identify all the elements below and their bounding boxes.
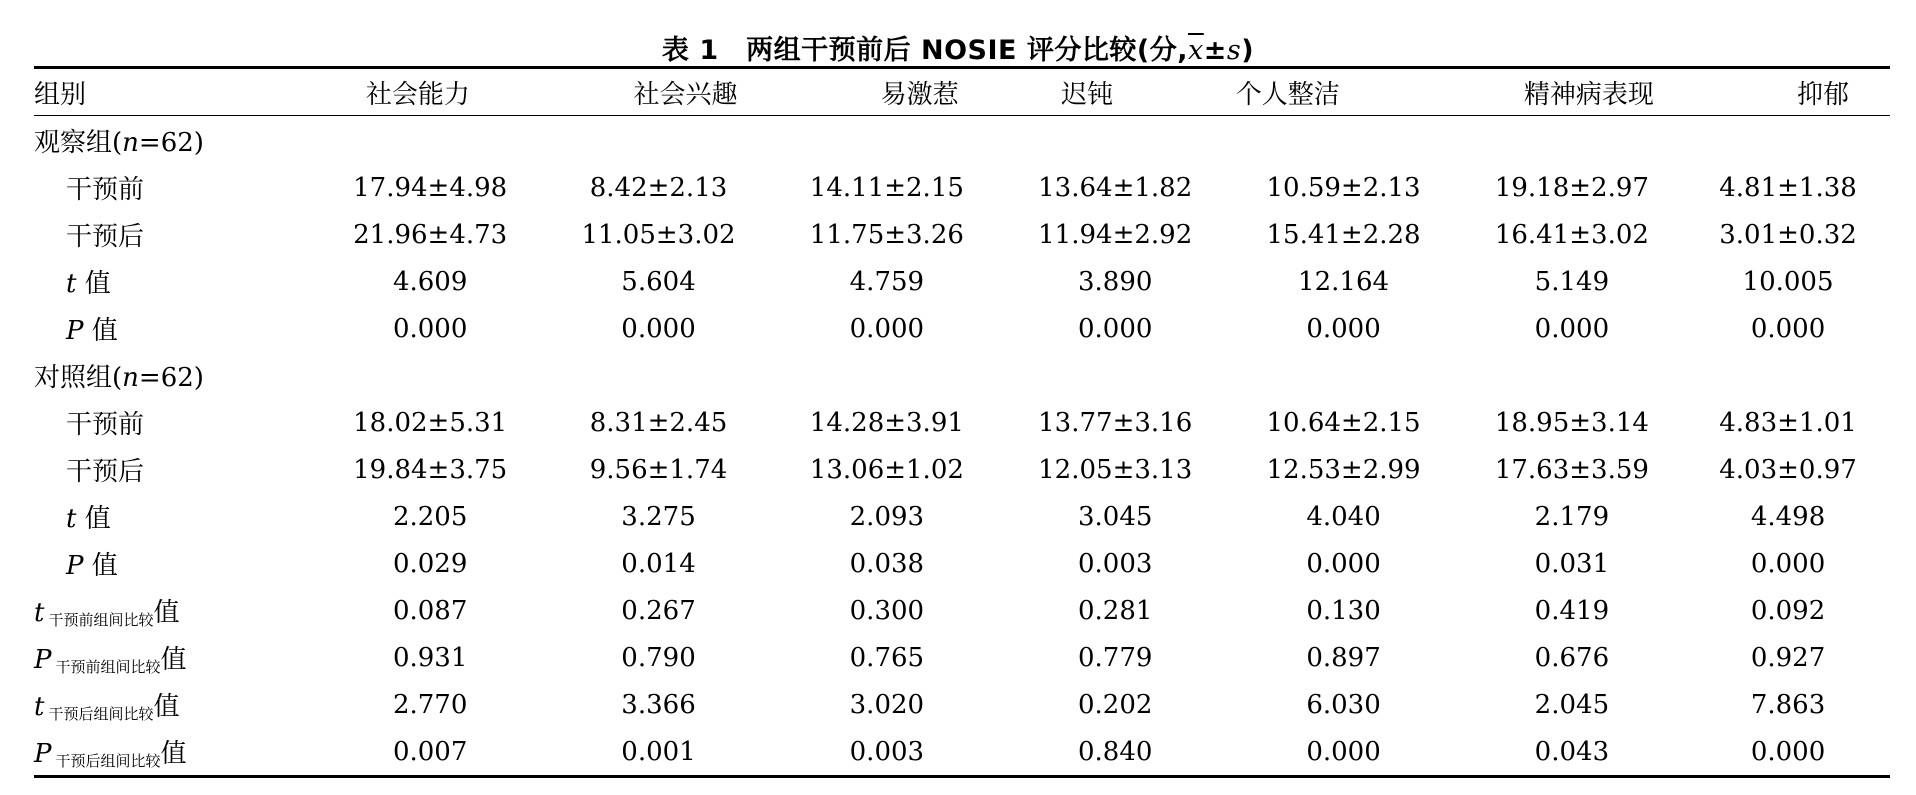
- table-cell: 0.765: [849, 642, 925, 673]
- table-cell: 12.164: [1298, 266, 1390, 297]
- table-cell: 0.000: [1306, 548, 1381, 579]
- row-label-text: 值: [83, 551, 118, 581]
- row-label-text: 干预后: [66, 222, 145, 252]
- table-cell: 6.030: [1306, 689, 1381, 720]
- table-cell: 4.81±1.38: [1719, 172, 1857, 203]
- row-label: [34, 164, 316, 211]
- table-cell: 0.043: [1534, 736, 1610, 767]
- caption-sd-symbol: s: [1226, 35, 1242, 66]
- table-cell: 17.94±4.98: [353, 172, 508, 203]
- caption-prefix: 表 1 两组干预前后 NOSIE 评分比较(分,: [661, 35, 1188, 66]
- row-label: [34, 540, 316, 587]
- table-cell: 3.045: [1077, 501, 1153, 532]
- table-cell: 21.96±4.73: [353, 219, 508, 250]
- header-col-6: 精神病表现: [1523, 79, 1654, 110]
- table-bottom-rule: [34, 775, 1890, 778]
- table-cell: 4.609: [392, 266, 468, 297]
- group-title-prefix: 观察组(: [34, 128, 123, 158]
- caption-mean-symbol: $\overline{x}$: [1188, 35, 1204, 66]
- table-cell: 0.031: [1534, 548, 1610, 579]
- table-row: [34, 258, 1890, 305]
- between-group-row: [34, 634, 1890, 681]
- group-n-value: =62): [138, 363, 204, 393]
- table-cell: 0.007: [392, 736, 468, 767]
- row-label-text: 值: [76, 504, 111, 534]
- table-cell: 15.41±2.28: [1266, 219, 1421, 250]
- table-cell: 0.000: [1077, 313, 1153, 344]
- table-cell: 5.149: [1534, 266, 1610, 297]
- table-cell: 4.040: [1306, 501, 1381, 532]
- row-label-text: 值: [160, 644, 187, 675]
- row-label-text: 干预前: [66, 175, 145, 205]
- table-cell: 0.927: [1750, 642, 1826, 673]
- row-stat-symbol: P: [34, 644, 52, 675]
- row-stat-symbol: P: [34, 738, 52, 769]
- table-cell: 2.770: [392, 689, 468, 720]
- table-cell: 16.41±3.02: [1494, 219, 1649, 250]
- table-cell: 10.005: [1742, 266, 1834, 297]
- table-cell: 8.31±2.45: [589, 407, 728, 438]
- table-cell: 3.275: [621, 501, 696, 532]
- table-cell: 0.202: [1077, 689, 1153, 720]
- table-cell: 3.890: [1077, 266, 1153, 297]
- table-cell: 0.003: [849, 736, 925, 767]
- row-label-text: 值: [83, 316, 118, 346]
- table-cell: 0.130: [1306, 595, 1381, 626]
- table-cell: 3.366: [621, 689, 696, 720]
- between-group-row: [34, 587, 1890, 634]
- table-cell: 13.06±1.02: [809, 454, 964, 485]
- table-cell: 19.18±2.97: [1494, 172, 1649, 203]
- table-cell: 0.087: [392, 595, 468, 626]
- table-cell: 13.77±3.16: [1038, 407, 1193, 438]
- row-label: [34, 211, 316, 258]
- row-label-text: 干预后: [66, 457, 145, 487]
- table-body: [34, 117, 1890, 775]
- table-cell: 14.11±2.15: [809, 172, 964, 203]
- table-cell: 2.179: [1534, 501, 1610, 532]
- table-cell: 13.64±1.82: [1038, 172, 1193, 203]
- table-cell: 0.676: [1534, 642, 1610, 673]
- row-label: [34, 305, 316, 352]
- table-row: [34, 493, 1890, 540]
- table-cell: 0.092: [1750, 595, 1826, 626]
- header-col-3: 易激惹: [880, 79, 959, 110]
- header-col-5: 个人整洁: [1235, 79, 1340, 110]
- row-label-text: 干预前: [66, 410, 145, 440]
- table-cell: 11.75±3.26: [809, 219, 964, 250]
- table-row: [34, 540, 1890, 587]
- table-cell: 2.045: [1534, 689, 1610, 720]
- table-cell: 0.000: [1750, 736, 1826, 767]
- header-col-7: 抑郁: [1797, 79, 1850, 110]
- table-cell: 0.779: [1077, 642, 1153, 673]
- table-cell: 12.05±3.13: [1038, 454, 1193, 485]
- row-stat-symbol: t: [66, 504, 77, 534]
- table-cell: 8.42±2.13: [589, 172, 728, 203]
- header-row: [34, 69, 1890, 115]
- table-cell: 0.000: [1534, 313, 1610, 344]
- table-row: [34, 211, 1890, 258]
- between-group-row: [34, 728, 1890, 775]
- table-cell: 0.000: [1750, 313, 1826, 344]
- group-n-symbol: n: [122, 128, 139, 158]
- header-col-2: 社会兴趣: [633, 79, 738, 110]
- table-cell: 0.014: [621, 548, 696, 579]
- group-title: [34, 117, 1890, 164]
- table-cell: 4.83±1.01: [1719, 407, 1857, 438]
- caption-suffix: ): [1241, 35, 1255, 66]
- table-cell: 17.63±3.59: [1494, 454, 1649, 485]
- row-label: [34, 728, 316, 775]
- table-cell: 0.000: [849, 313, 925, 344]
- table-cell: 19.84±3.75: [353, 454, 508, 485]
- table-cell: 12.53±2.99: [1266, 454, 1421, 485]
- row-label-text: 值: [153, 597, 180, 628]
- group-title-prefix: 对照组(: [34, 363, 123, 393]
- table-cell: 0.931: [392, 642, 468, 673]
- table-cell: 10.59±2.13: [1266, 172, 1421, 203]
- table-cell: 0.000: [1306, 736, 1381, 767]
- table-cell: 0.840: [1077, 736, 1153, 767]
- table-cell: 7.863: [1750, 689, 1826, 720]
- table-caption: [0, 28, 1916, 67]
- row-label: [34, 634, 316, 681]
- row-label: [34, 446, 316, 493]
- table-cell: 18.02±5.31: [353, 407, 508, 438]
- table-row: [34, 164, 1890, 211]
- table-cell: 0.300: [849, 595, 925, 626]
- group-n-symbol: n: [122, 363, 139, 393]
- table-cell: 0.003: [1077, 548, 1153, 579]
- row-label: [34, 493, 316, 540]
- group-title: [34, 352, 1890, 399]
- header-col-1: 社会能力: [365, 79, 470, 110]
- table-cell: 11.94±2.92: [1038, 219, 1193, 250]
- table-cell: 5.604: [621, 266, 696, 297]
- table-cell: 3.01±0.32: [1719, 219, 1857, 250]
- table-cell: 11.05±3.02: [581, 219, 736, 250]
- table-cell: 0.281: [1077, 595, 1153, 626]
- table-header-rule: [34, 115, 1890, 116]
- row-label: [34, 587, 316, 634]
- table-cell: 0.419: [1534, 595, 1610, 626]
- table-cell: 0.001: [621, 736, 696, 767]
- row-label: [34, 399, 316, 446]
- table-cell: 0.267: [621, 595, 696, 626]
- table-cell: 0.000: [621, 313, 696, 344]
- header-col-4: 迟钝: [1060, 79, 1113, 110]
- table-header: [34, 69, 1890, 115]
- row-label-text: 值: [160, 738, 187, 769]
- between-group-row: [34, 681, 1890, 728]
- caption-pm: ±: [1203, 35, 1227, 66]
- row-stat-subscript: 干预后组间比较: [48, 704, 154, 723]
- table-cell: 0.000: [1750, 548, 1826, 579]
- table-cell: 9.56±1.74: [589, 454, 728, 485]
- row-stat-symbol: P: [66, 551, 84, 581]
- table-cell: 0.038: [849, 548, 925, 579]
- row-stat-subscript: 干预后组间比较: [55, 751, 161, 770]
- table-cell: 18.95±3.14: [1494, 407, 1649, 438]
- table-cell: 0.000: [1306, 313, 1381, 344]
- row-stat-symbol: t: [66, 269, 77, 299]
- row-stat-subscript: 干预前组间比较: [48, 610, 154, 629]
- table-cell: 4.498: [1750, 501, 1826, 532]
- table-cell: 0.790: [621, 642, 696, 673]
- table-row: [34, 446, 1890, 493]
- table-row: [34, 399, 1890, 446]
- row-label: [34, 258, 316, 305]
- group-n-value: =62): [138, 128, 204, 158]
- table-cell: 14.28±3.91: [809, 407, 964, 438]
- header-group: 组别: [34, 79, 87, 110]
- table-cell: 4.759: [849, 266, 925, 297]
- group-title-row: [34, 117, 1890, 164]
- table-cell: 4.03±0.97: [1719, 454, 1857, 485]
- table-cell: 10.64±2.15: [1266, 407, 1421, 438]
- table-row: [34, 305, 1890, 352]
- table-cell: 0.000: [392, 313, 468, 344]
- table-cell: 0.897: [1306, 642, 1381, 673]
- table-cell: 2.205: [392, 501, 468, 532]
- table-cell: 2.093: [849, 501, 925, 532]
- row-stat-subscript: 干预前组间比较: [55, 657, 161, 676]
- row-stat-symbol: t: [34, 597, 45, 628]
- group-title-row: [34, 352, 1890, 399]
- row-label-text: 值: [153, 691, 180, 722]
- row-label-text: 值: [76, 269, 111, 299]
- row-stat-symbol: P: [66, 316, 84, 346]
- row-stat-symbol: t: [34, 691, 45, 722]
- table-cell: 0.029: [392, 548, 468, 579]
- row-label: [34, 681, 316, 728]
- table-cell: 3.020: [849, 689, 925, 720]
